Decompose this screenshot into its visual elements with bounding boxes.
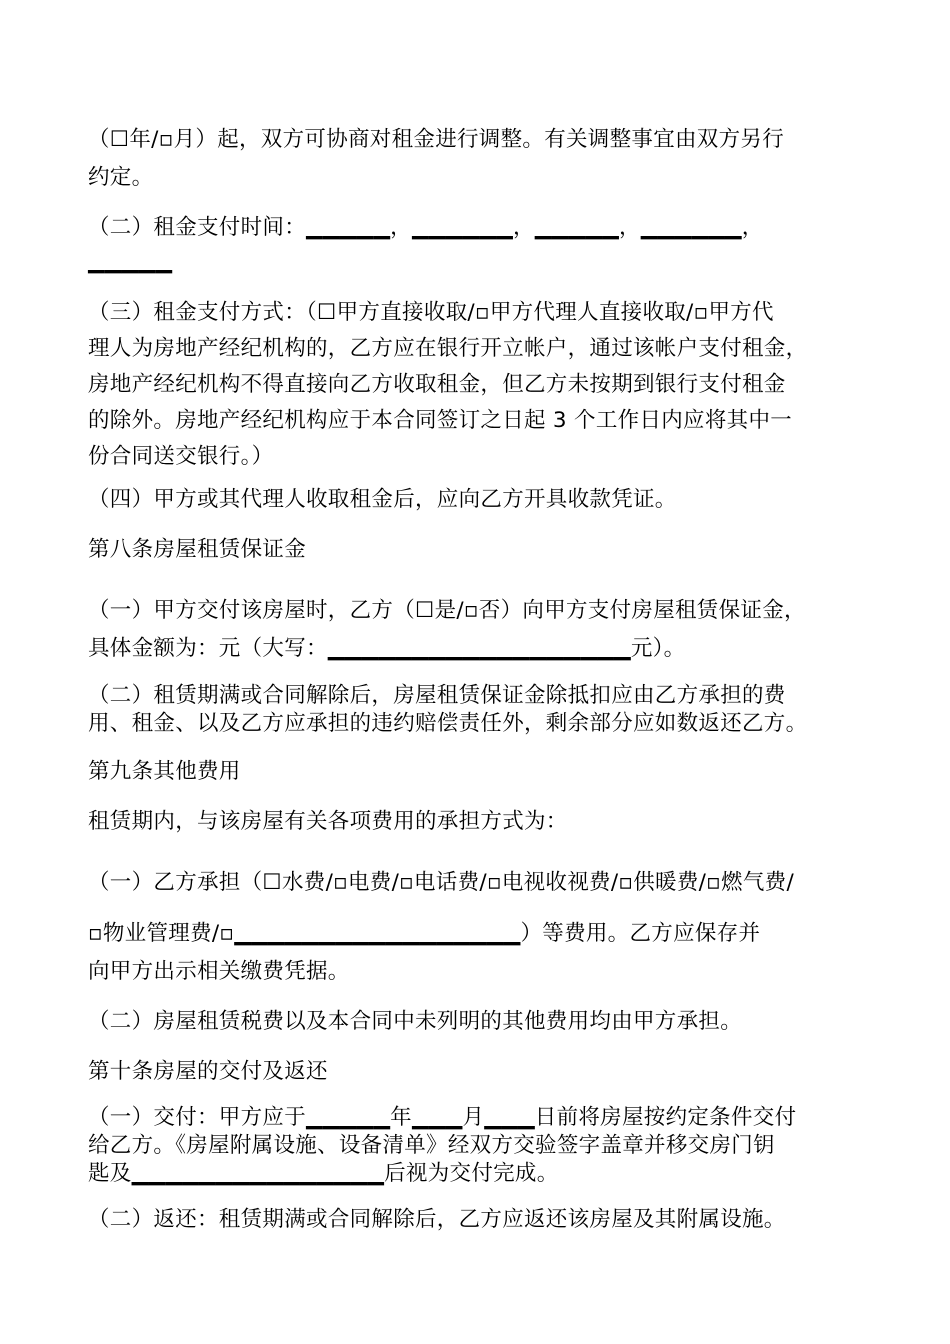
text-line: 给乙方。《房屋附属设施、设备清单》经双方交验签字盖章并移交房门钥 <box>88 1133 775 1158</box>
paragraph-deposit-amount <box>88 592 878 668</box>
text-line: （一）甲方交付该房屋时，乙方（☐是/▫否）向甲方支付房屋租赁保证金， <box>88 598 806 623</box>
text-line: （二）租金支付时间：▁▁▁▁▁，▁▁▁▁▁▁，▁▁▁▁▁，▁▁▁▁▁▁， <box>88 215 764 240</box>
text-line: 房地产经纪机构不得直接向乙方收取租金，但乙方未按期到银行支付租金 <box>88 372 786 397</box>
text-line: （二）返还：租赁期满或合同解除后，乙方应返还该房屋及其附属设施。 <box>88 1207 786 1232</box>
text-line: （二）房屋租赁税费以及本合同中未列明的其他费用均由甲方承担。 <box>88 1009 743 1034</box>
text-line: （一）交付：甲方应于▁▁▁▁▁年▁▁▁月▁▁▁日前将房屋按约定条件交付 <box>88 1105 797 1130</box>
paragraph-return <box>88 1203 878 1237</box>
text-line: ▁▁▁▁▁ <box>88 249 173 274</box>
text-line: 具体金额为：元（大写：▁▁▁▁▁▁▁▁▁▁▁▁▁▁▁▁▁▁元）。 <box>88 636 686 661</box>
text-line: 约定。 <box>88 165 154 190</box>
paragraph-tenant-fees <box>88 866 878 900</box>
paragraph-tenant-fees-cont <box>88 915 878 991</box>
text-line: 份合同送交银行。） <box>88 444 274 469</box>
section-heading: 第九条其他费用 <box>88 759 241 784</box>
text-line: 理人为房地产经纪机构的，乙方应在银行开立帐户，通过该帐户支付租金， <box>88 336 808 361</box>
text-line: （三）租金支付方式：（☐甲方直接收取/▫甲方代理人直接收取/▫甲方代 <box>88 300 774 325</box>
text-line: 匙及▁▁▁▁▁▁▁▁▁▁▁▁▁▁▁后视为交付完成。 <box>88 1161 559 1186</box>
paragraph-receipt <box>88 483 878 517</box>
text-line: （一）乙方承担（☐水费/▫电费/▫电话费/▫电视收视费/▫供暖费/▫燃气费/ <box>88 870 794 895</box>
section-heading: 第八条房屋租赁保证金 <box>88 537 307 562</box>
text-line: （☐年/▫月）起，双方可协商对租金进行调整。有关调整事宜由双方另行 <box>88 127 784 152</box>
paragraph-deposit-return <box>88 682 878 738</box>
text-line: ▫物业管理费/▫▁▁▁▁▁▁▁▁▁▁▁▁▁▁▁▁▁）等费用。乙方应保存并 <box>88 921 761 946</box>
text-line: 租赁期内，与该房屋有关各项费用的承担方式为： <box>88 809 568 834</box>
heading-article-10 <box>88 1055 878 1089</box>
paragraph-payment-method <box>88 295 878 475</box>
text-line: 向甲方出示相关缴费凭据。 <box>88 959 350 984</box>
text-line: 用、租金、以及乙方应承担的违约赔偿责任外，剩余部分应如数返还乙方。 <box>88 711 808 736</box>
paragraph-fees-intro <box>88 805 878 839</box>
paragraph-delivery <box>88 1104 878 1188</box>
paragraph-payment-time <box>88 211 878 279</box>
paragraph-landlord-fees <box>88 1005 878 1039</box>
text-line: （四）甲方或其代理人收取租金后，应向乙方开具收款凭证。 <box>88 487 677 512</box>
heading-article-9 <box>88 755 878 789</box>
text-line: 的除外。房地产经纪机构应于本合同签订之日起 3 个工作日内应将其中一 <box>88 408 793 433</box>
paragraph-rent-adjustment <box>88 121 878 197</box>
heading-article-8 <box>88 533 878 567</box>
text-line: （二）租赁期满或合同解除后，房屋租赁保证金除抵扣应由乙方承担的费 <box>88 683 786 708</box>
section-heading: 第十条房屋的交付及返还 <box>88 1059 328 1084</box>
